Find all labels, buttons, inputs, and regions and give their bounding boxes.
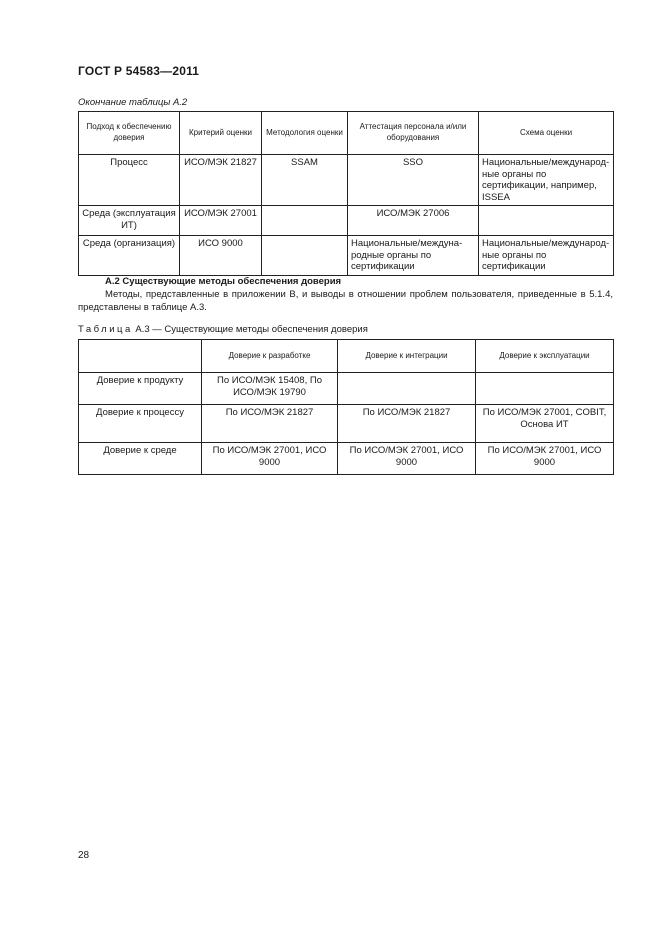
table-cell (476, 373, 614, 405)
table-row (79, 236, 614, 276)
table-cell: По ИСО/МЭК 15408, По ИСО/МЭК 19790 (202, 373, 338, 405)
table-cell (338, 373, 476, 405)
table-cell (262, 206, 348, 236)
table-cell: Национальные/международ-ные органы по сертификации (479, 236, 614, 276)
table-row (79, 206, 614, 236)
table-cell: Национальные/международ-ные органы по сертификации, например, ISSEA (479, 155, 614, 206)
table-cell: Процесс (79, 155, 180, 206)
table-cell: По ИСО/МЭК 27001, ИСО 9000 (476, 443, 614, 475)
table-cell: ИСО 9000 (180, 236, 262, 276)
column-header: Доверие к разработке (202, 340, 338, 373)
table-cell: По ИСО/МЭК 27001, ИСО 9000 (202, 443, 338, 475)
table-cell (262, 236, 348, 276)
table-cell: Доверие к продукту (79, 373, 202, 405)
column-header (79, 340, 202, 373)
table-cell: SSAM (262, 155, 348, 206)
column-header: Схема оценки (479, 112, 614, 155)
table-a2-caption: Окончание таблицы А.2 (78, 97, 188, 108)
table-cell (479, 206, 614, 236)
table-row (79, 373, 614, 405)
table-cell: Доверие к процессу (79, 405, 202, 443)
section-paragraph: Методы, представленные в приложении В, и выводы в отношении проблем пользователя, приведенные в 5.1.4, представлены в таблице А.3. (78, 289, 613, 314)
table-cell: По ИСО/МЭК 21827 (202, 405, 338, 443)
table-cell: По ИСО/МЭК 21827 (338, 405, 476, 443)
table-row (79, 405, 614, 443)
table-cell: Доверие к среде (79, 443, 202, 475)
table-cell: ИСО/МЭК 27006 (348, 206, 479, 236)
table-cell: ИСО/МЭК 27001 (180, 206, 262, 236)
table-row (79, 443, 614, 475)
table-a2-header-row (79, 112, 614, 155)
column-header: Критерий оценки (180, 112, 262, 155)
column-header: Доверие к интеграции (338, 340, 476, 373)
table-cell: SSO (348, 155, 479, 206)
standard-header: ГОСТ Р 54583—2011 (78, 64, 200, 78)
table-cell: Среда (эксплуатация ИТ) (79, 206, 180, 236)
table-row (79, 155, 614, 206)
column-header: Подход к обеспечению доверия (79, 112, 180, 155)
table-a3 (78, 339, 614, 475)
page-number: 28 (78, 850, 90, 861)
table-cell: Национальные/междуна-родные органы по сертификации (348, 236, 479, 276)
table-cell: По ИСО/МЭК 27001, ИСО 9000 (338, 443, 476, 475)
column-header: Доверие к эксплуатации (476, 340, 614, 373)
column-header: Методология оценки (262, 112, 348, 155)
column-header: Аттестация персонала и/или оборудования (348, 112, 479, 155)
table-caption-word: Таблица (78, 324, 133, 335)
table-a3-header-row (79, 340, 614, 373)
table-cell: По ИСО/МЭК 27001, COBIT, Основа ИТ (476, 405, 614, 443)
section-heading: А.2 Существующие методы обеспечения доверия (105, 276, 342, 287)
table-caption-title: А.3 — Существующие методы обеспечения доверия (135, 324, 368, 335)
table-a2 (78, 111, 614, 276)
table-cell: ИСО/МЭК 21827 (180, 155, 262, 206)
table-cell: Среда (организация) (79, 236, 180, 276)
table-a3-caption (78, 324, 368, 335)
